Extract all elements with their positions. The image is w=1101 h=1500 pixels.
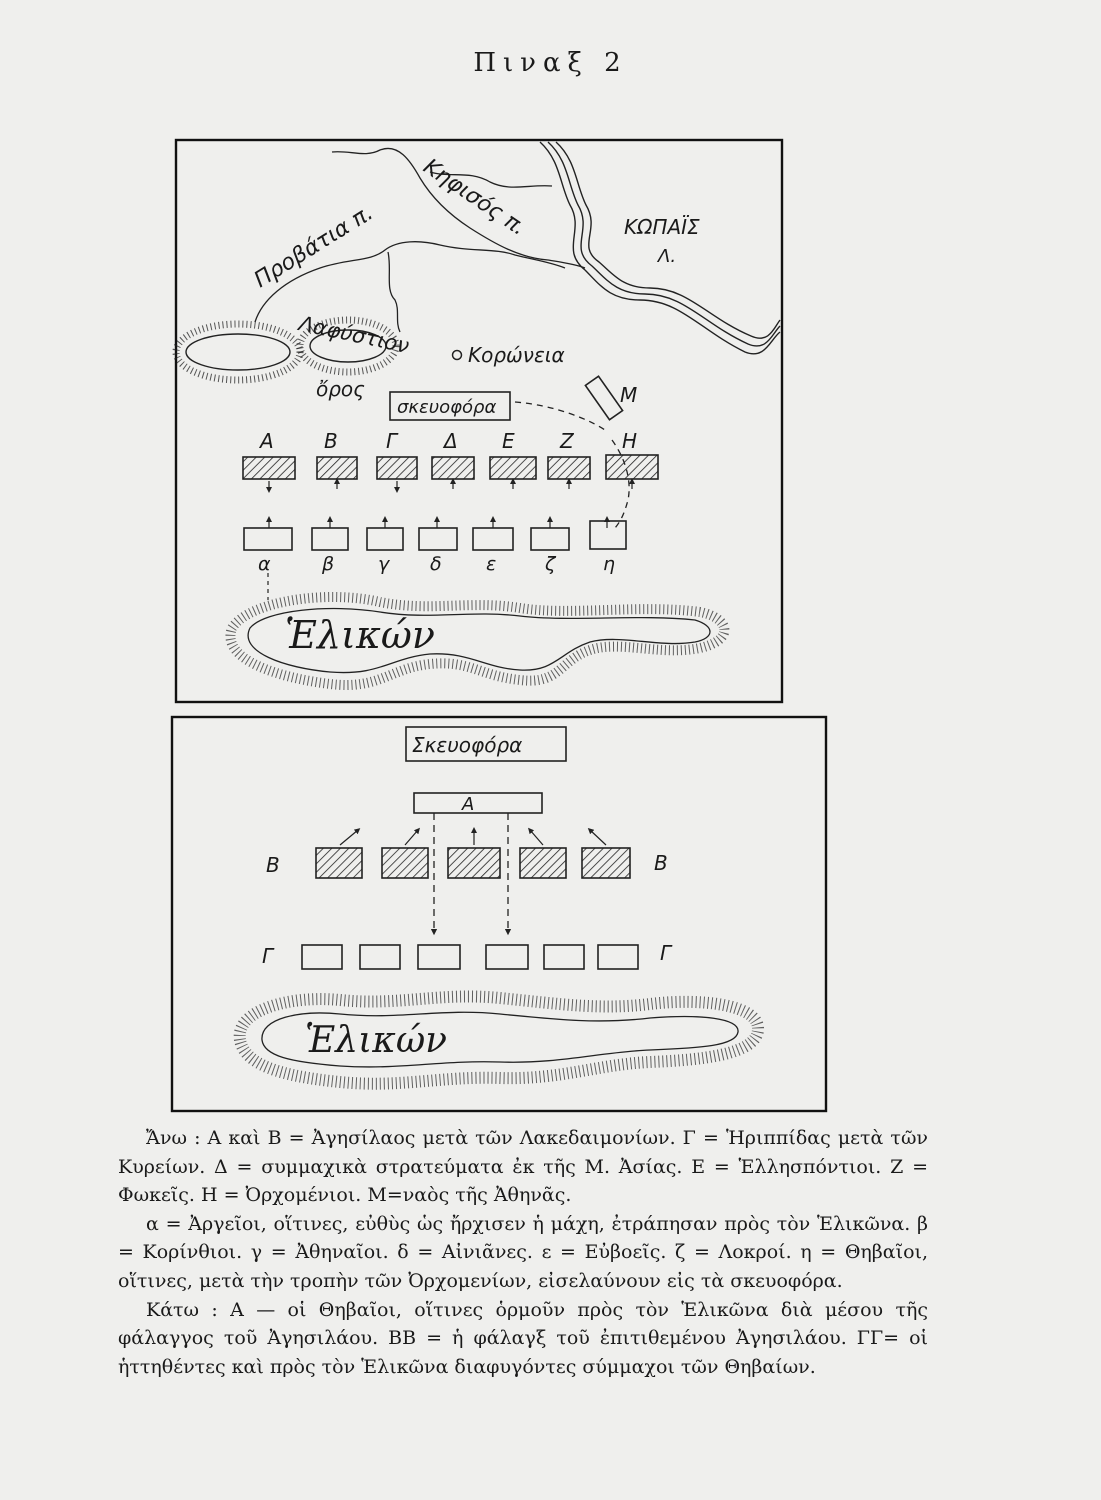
temple-box xyxy=(585,376,622,420)
fled-unit-5 xyxy=(544,945,584,969)
bottom-map xyxy=(172,717,826,1111)
caption-bottom-text: Α — οἱ Θηβαῖοι, οἵτινες ὁρμοῦν πρὸς τὸν Ἑλικῶνα διὰ μέσου τῆς φάλαγγος τοῦ Ἀγησιλάου. ΒΒ = ἡ φάλαγξ τοῦ ἐπιτιθεμένου Ἀγησιλάου. ΓΓ= οἱ ἡττηθέντες καὶ πρὸς τὸν Ἑλικῶνα διαφυγόντες σύμμαχοι τῶν Θηβαίων. xyxy=(118,1298,928,1378)
rear-label-b: β xyxy=(322,553,335,575)
rear-unit-e xyxy=(473,528,513,550)
koroneia-label: Κορώνεια xyxy=(468,343,565,367)
fled-label-right: Γ xyxy=(660,941,672,965)
phalanx-label-left: Β xyxy=(266,853,280,877)
caption-bottom-label: Κάτω : xyxy=(146,1298,218,1321)
helicon-label-bottom: Ἑλικών xyxy=(305,1020,448,1061)
phalanx-label-right: Β xyxy=(654,851,668,875)
fled-allies-units xyxy=(302,945,638,969)
phalanx-units xyxy=(316,848,630,878)
temple-label: Μ xyxy=(620,383,638,407)
legend-caption xyxy=(118,1124,928,1381)
top-map xyxy=(176,140,782,702)
rear-label-e: ε xyxy=(486,553,497,575)
oros-label: ὄρος xyxy=(316,377,365,401)
caption-top-label: Ἄνω : xyxy=(146,1127,201,1149)
front-unit-z xyxy=(548,457,590,479)
rear-label-g: γ xyxy=(378,553,390,575)
engagement-arrows xyxy=(269,481,632,528)
front-unit-h xyxy=(606,455,658,479)
front-line xyxy=(243,429,658,479)
rear-label-h: η xyxy=(603,553,616,575)
page-title: Πιναξ 2 xyxy=(473,48,628,78)
fled-unit-2 xyxy=(360,945,400,969)
front-unit-b xyxy=(317,457,357,479)
koroneia-marker xyxy=(453,351,462,360)
rear-unit-g xyxy=(367,528,403,550)
phalanx-arrows xyxy=(340,830,606,845)
rear-label-d: δ xyxy=(430,553,442,575)
front-unit-e xyxy=(490,457,536,479)
theban-wedge-box xyxy=(414,793,542,813)
front-label-g: Γ xyxy=(386,429,398,453)
caption-bottom-paragraph xyxy=(118,1296,928,1382)
front-unit-a xyxy=(243,457,295,479)
rear-label-z: ζ xyxy=(545,553,556,575)
caption-top-paragraph xyxy=(118,1124,928,1210)
rear-unit-a xyxy=(244,528,292,550)
fled-label-left: Γ xyxy=(262,944,274,968)
lake-name: ΚΩΠΑΪΣ xyxy=(624,215,700,239)
rear-unit-d xyxy=(419,528,457,550)
rear-line xyxy=(244,521,626,575)
fled-unit-6 xyxy=(598,945,638,969)
kifisos-river xyxy=(332,148,585,268)
phalanx-unit-5 xyxy=(582,848,630,878)
baggage-label-bottom: Σκευοφόρα xyxy=(412,733,523,757)
fled-unit-1 xyxy=(302,945,342,969)
rear-unit-z xyxy=(531,528,569,550)
front-unit-g xyxy=(377,457,417,479)
front-label-b: Β xyxy=(324,429,338,453)
front-label-d: Δ xyxy=(444,429,458,453)
front-label-z: Ζ xyxy=(560,429,574,453)
provatia-label: Προβάτια π. xyxy=(249,200,378,294)
rear-unit-h xyxy=(590,521,626,549)
helicon-label-top: Ἑλικών xyxy=(285,613,435,657)
kifisos-label: Κηφισός π. xyxy=(418,154,531,241)
lake-abbrev: Λ. xyxy=(658,246,677,267)
phalanx-unit-2 xyxy=(382,848,428,878)
caption-second-paragraph: α = Ἀργεῖοι, οἵτινες, εὐθὺς ὡς ἤρχισεν ἡ μάχη, ἐτράπησαν πρὸς τὸν Ἑλικῶνα. β = Κορίνθιοι. γ = Ἀθηναῖοι. δ = Αἰνιᾶνες. ε = Εὐβοεῖς. ζ = Λοκροί. η = Θηβαῖοι, οἵτινες, μετὰ τὴν τροπὴν τῶν Ὀρχομενίων, εἰσελαύνουν εἰς τὰ σκευοφόρα. xyxy=(118,1212,928,1292)
lafystion-label: Λαφύστιον xyxy=(296,311,412,359)
front-label-e: Ε xyxy=(502,429,515,453)
caption-top-text: Α καὶ Β = Ἀγησίλαος μετὰ τῶν Λακεδαιμονίων. Γ = Ἡριππίδας μετὰ τῶν Κυρείων. Δ = συμμαχικὰ στρατεύματα ἐκ τῆς Μ. Ἀσίας. Ε = Ἑλλησπόντιοι. Ζ = Φωκεῖς. Η = Ὀρχομένιοι. Μ=ναὸς τῆς Ἀθηνᾶς. xyxy=(118,1127,928,1207)
theban-wedge-label: Α xyxy=(462,794,475,815)
phalanx-unit-1 xyxy=(316,848,362,878)
rear-label-a: α xyxy=(258,553,271,575)
baggage-label: σκευοφόρα xyxy=(397,397,497,418)
rear-unit-b xyxy=(312,528,348,550)
front-unit-d xyxy=(432,457,474,479)
phalanx-unit-4 xyxy=(520,848,566,878)
front-label-a: Α xyxy=(260,429,274,453)
fled-unit-4 xyxy=(486,945,528,969)
fled-unit-3 xyxy=(418,945,460,969)
phalanx-unit-3 xyxy=(448,848,500,878)
front-label-h: Η xyxy=(622,429,638,453)
